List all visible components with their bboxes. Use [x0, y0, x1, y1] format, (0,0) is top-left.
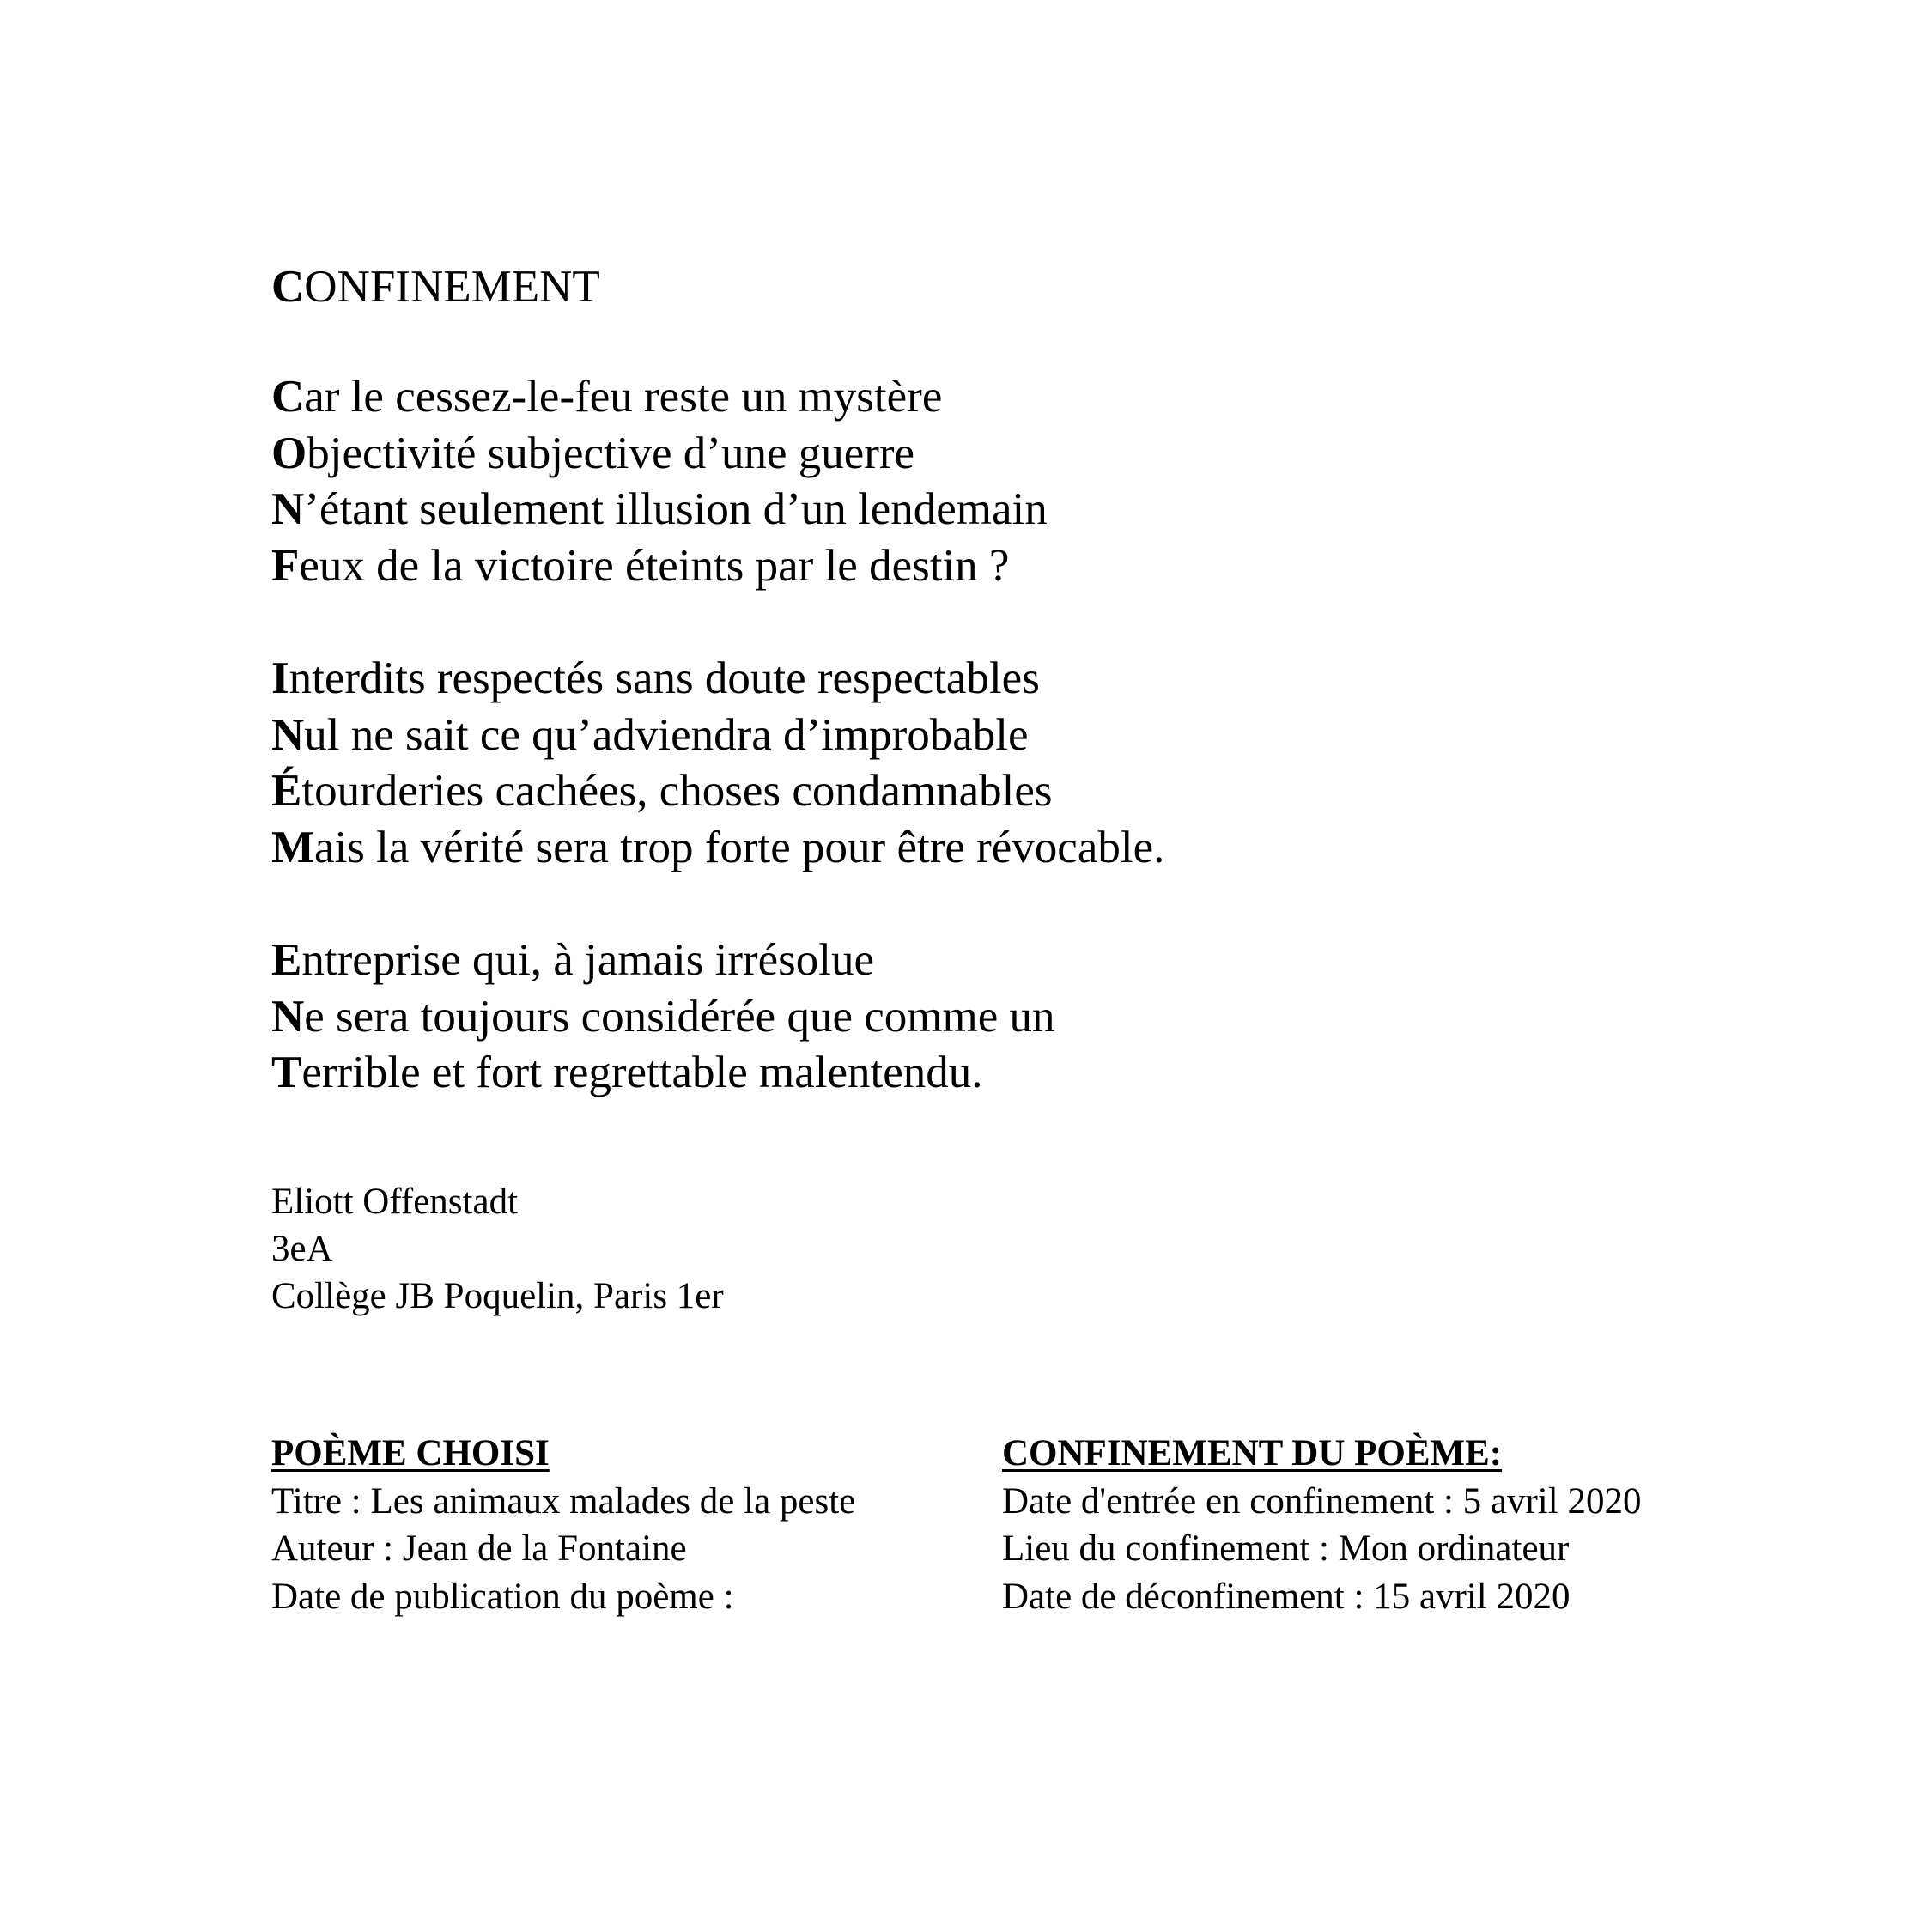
author-school: Collège JB Poquelin, Paris 1er — [271, 1276, 724, 1316]
poem-line — [271, 989, 1559, 1046]
poem-line — [271, 708, 1559, 764]
poeme-titre: Titre : Les animaux malades de la peste — [271, 1480, 856, 1522]
author-block — [271, 1178, 724, 1320]
stanza-1 — [271, 369, 1559, 594]
confinement-date-deconfinement: Date de déconfinement : 15 avril 2020 — [1002, 1576, 1571, 1617]
line-text: ntreprise qui, à jamais irrésolue — [301, 935, 875, 985]
confinement-lieu: Lieu du confinement : Mon ordinateur — [1002, 1528, 1570, 1569]
poem-line — [271, 369, 1559, 426]
acrostic-initial: M — [271, 822, 315, 872]
poem-line — [271, 426, 1559, 483]
poem-line — [271, 538, 1559, 595]
title-rest: ONFINEMENT — [304, 262, 600, 312]
confinement-heading: CONFINEMENT DU POÈME: — [1002, 1433, 1503, 1473]
acrostic-initial: I — [271, 653, 289, 703]
poem-line — [271, 763, 1559, 820]
poeme-auteur: Auteur : Jean de la Fontaine — [271, 1528, 687, 1569]
author-name: Eliott Offenstadt — [271, 1182, 519, 1222]
stanza-3 — [271, 933, 1559, 1102]
poeme-choisi-heading: POÈME CHOISI — [271, 1433, 550, 1473]
line-text: nterdits respectés sans doute respectables — [289, 653, 1040, 703]
stanza-2 — [271, 651, 1559, 876]
line-text: tourderies cachées, choses condamnables — [301, 766, 1053, 816]
acrostic-initial: É — [271, 766, 302, 816]
poem-line — [271, 820, 1559, 877]
poem-line — [271, 482, 1559, 538]
acrostic-initial: N — [271, 709, 305, 760]
poeme-choisi-section — [271, 1430, 855, 1620]
poem-line — [271, 651, 1559, 708]
acrostic-initial: O — [271, 428, 307, 478]
line-text: ar le cessez-le-feu reste un mystère — [304, 372, 943, 422]
line-text: e sera toujours considérée que comme un — [304, 991, 1055, 1042]
line-text: ais la vérité sera trop forte pour être révocable. — [314, 822, 1165, 872]
acrostic-initial: C — [271, 372, 305, 422]
line-text: ul ne sait ce qu’adviendra d’improbable — [304, 709, 1029, 760]
poem-title — [271, 259, 600, 314]
confinement-section — [1002, 1430, 1641, 1620]
poem-line — [271, 933, 1559, 989]
author-class: 3eA — [271, 1229, 333, 1269]
poeme-date-publication: Date de publication du poème : — [271, 1576, 734, 1617]
acrostic-initial: T — [271, 1048, 302, 1097]
line-text: eux de la victoire éteints par le destin ? — [299, 540, 1010, 591]
line-text: errible et fort regrettable malentendu. — [301, 1048, 983, 1097]
line-text: ’étant seulement illusion d’un lendemain — [304, 484, 1048, 534]
acrostic-initial: E — [271, 935, 302, 985]
line-text: bjectivité subjective d’une guerre — [307, 428, 915, 478]
acrostic-initial: F — [271, 540, 300, 591]
confinement-date-entree: Date d'entrée en confinement : 5 avril 2020 — [1002, 1480, 1642, 1522]
acrostic-initial: N — [271, 484, 305, 534]
acrostic-initial: N — [271, 991, 305, 1042]
poem-line — [271, 1045, 1559, 1102]
title-initial: C — [271, 262, 305, 312]
